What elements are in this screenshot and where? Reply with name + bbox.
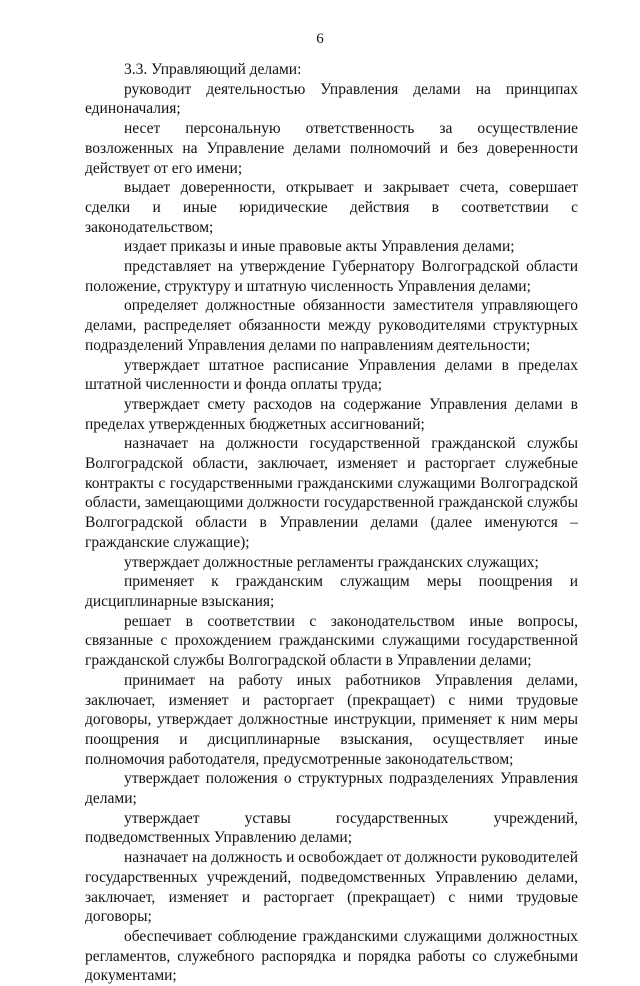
paragraph-3: выдает доверенности, открывает и закрывает счета, совершает сделки и иные юридические действия в соответствии с законодательством; xyxy=(85,179,578,236)
paragraph-4: издает приказы и иные правовые акты Управления делами; xyxy=(124,238,515,256)
paragraph-1: руководит деятельностью Управления делами на принципах единоначалия; xyxy=(85,80,578,118)
paragraph-9: назначает на должности государственной гражданской службы Волгоградской области, заключает, изменяет и расторгает служебные контракты с государственными гражданскими служащими Волгоградской области, замещающими должности государственной гражданской службы Волгоградской области в Управлении делами (далее именуются – гражданские служащие); xyxy=(85,435,578,551)
paragraph-8: утверждает смету расходов на содержание Управления делами в пределах утвержденных бюджетных ассигнований; xyxy=(85,395,578,433)
paragraph-16: назначает на должность и освобождает от должности руководителей государственных учреждений, подведомственных Управлению делами, заключает, изменяет и расторгает (прекращает) с ними трудовые договоры; xyxy=(85,849,578,926)
paragraph-14: утверждает положения о структурных подразделениях Управления делами; xyxy=(85,770,578,808)
paragraph-2: несет персональную ответственность за осуществление возложенных на Управление делами полномочий и без доверенности действует от его имени; xyxy=(85,120,578,177)
paragraph-15: утверждает уставы государственных учреждений, подведомственных Управлению делами; xyxy=(85,809,578,847)
section-heading: 3.3. Управляющий делами: xyxy=(124,61,302,78)
paragraph-5: представляет на утверждение Губернатору Волгоградской области положение, структуру и штатную численность Управления делами; xyxy=(85,258,578,295)
paragraph-11: применяет к гражданским служащим меры поощрения и дисциплинарные взыскания; xyxy=(85,573,578,610)
paragraph-17: обеспечивает соблюдение гражданскими служащими должностных регламентов, служебного распорядка и порядка работы со служебными документами; xyxy=(85,927,578,985)
paragraph-12: решает в соответствии с законодательством иные вопросы, связанные с прохождением гражданскими служащими государственной гражданской службы Волгоградской области в Управлении делами; xyxy=(85,612,578,670)
paragraph-6: определяет должностные обязанности заместителя управляющего делами, распределяет обязанности между руководителями структурных подразделений Управления делами по направлениям деятельности; xyxy=(85,297,578,354)
document-body xyxy=(85,60,578,986)
paragraph-10: утверждает должностные регламенты гражданских служащих; xyxy=(124,553,539,571)
page-number: 6 xyxy=(316,31,324,47)
paragraph-7: утверждает штатное расписание Управления делами в пределах штатной численности и фонда оплаты труда; xyxy=(85,356,578,394)
paragraph-13: принимает на работу иных работников Управления делами, заключает, изменяет и расторгает (прекращает) с ними трудовые договоры, утверждает должностные инструкции, применяет к ним меры поощрения и дисциплинарные взыскания, осуществляет иные полномочия работодателя, предусмотренные законодательством; xyxy=(85,671,578,768)
